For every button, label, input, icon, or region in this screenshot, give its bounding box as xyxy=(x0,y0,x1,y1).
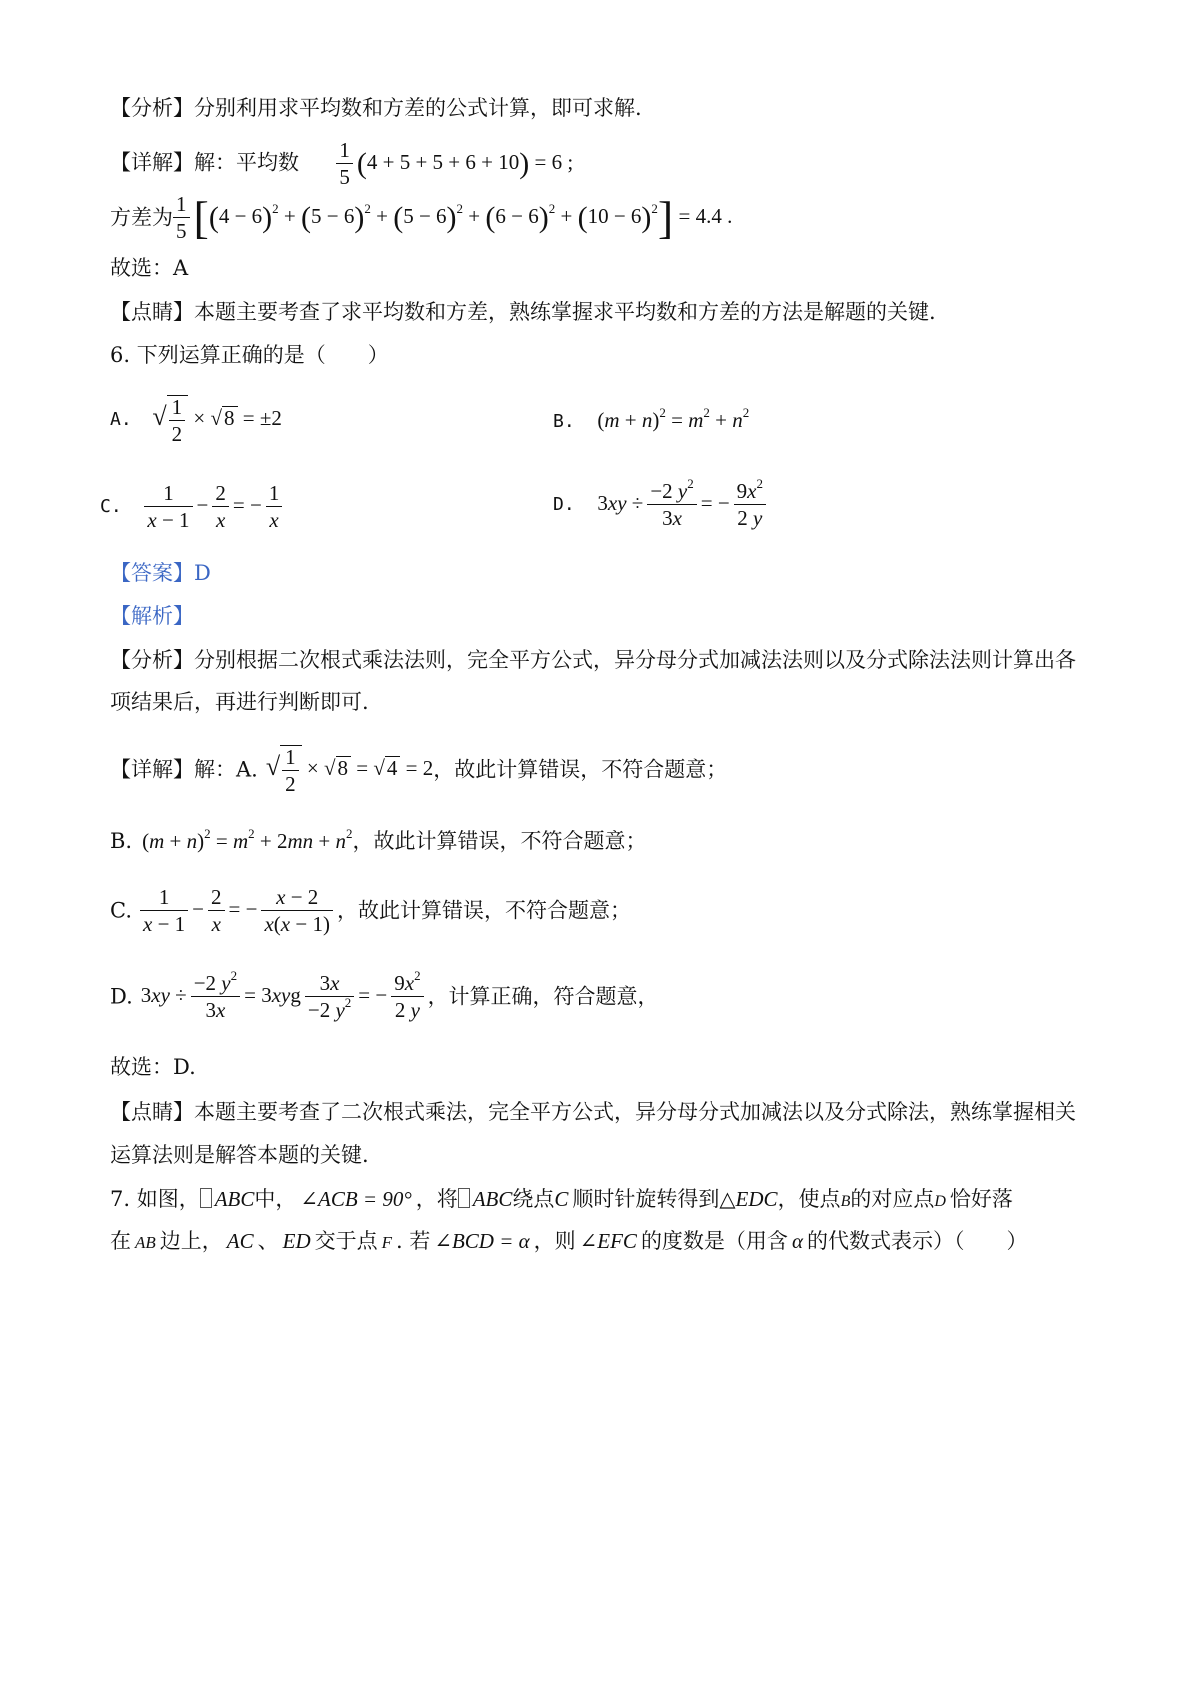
q7-text: 的代数式表示）（ ） xyxy=(806,1229,1028,1253)
question-6: 6. 下列运算正确的是（ ） xyxy=(110,343,389,367)
detail-6-a-prefix: 【详解】解：A. xyxy=(110,757,258,782)
detail-6-d-prefix: D. xyxy=(110,984,133,1009)
q7-angle-acb: ∠ACB = 90° xyxy=(300,1187,412,1211)
detail-6-c-prefix: C. xyxy=(110,898,132,923)
q7-segment-ab: AB xyxy=(135,1233,156,1252)
q7-abc: ABC xyxy=(472,1187,513,1211)
q7-text: 边上， xyxy=(159,1229,223,1253)
missing-triangle-glyph xyxy=(200,1188,212,1208)
key-point-6-line1: 【点睛】本题主要考查了二次根式乘法，完全平方公式，异分母分式加减法以及分式除法，熟练掌握相关 xyxy=(110,1100,1076,1124)
q7-alpha: α xyxy=(791,1229,803,1253)
detail-6-d-suffix: ，计算正确，符合题意， xyxy=(427,984,659,1009)
q7-point-f: F xyxy=(381,1233,393,1252)
option-c xyxy=(100,483,286,531)
missing-triangle-glyph xyxy=(458,1188,470,1208)
q7-text: 7. 如图， xyxy=(110,1187,200,1211)
select-answer-5: 故选：A xyxy=(110,256,189,280)
detail-6-b-prefix: B. xyxy=(110,829,133,853)
detail-6-d-formula: 3xy ÷ $\frac{-2 y^2}{3x}$ = 3xyg $\frac{3x}{-2 y^2}$ = − $\frac{9x^2}{2 y}$ xyxy=(141,983,428,1007)
analysis-6-line1: 【分析】分别根据二次根式乘法法则，完全平方公式，异分母分式加减法法则以及分式除法法则计算出各 xyxy=(110,648,1076,672)
key-point-5: 【点睛】本题主要考查了求平均数和方差，熟练掌握求平均数和方差的方法是解题的关键. xyxy=(110,300,936,324)
option-c-label: C. xyxy=(100,496,122,517)
q7-text: ，将 xyxy=(415,1187,458,1211)
analysis-6-line2: 项结果后，再进行判断即可. xyxy=(110,690,369,714)
detail-6-c-formula: $\frac{1}{x - 1}$ − $\frac{2}{x}$ = − $\frac{x - 2}{x(x - 1)}$ xyxy=(136,897,337,921)
option-a-formula: √ $\frac{1}{2}$ × √8 = ±2 xyxy=(152,395,282,446)
detail-6-a-formula: √ $\frac{1}{2}$ × √8 = √4 = 2 xyxy=(265,745,434,796)
select-answer-6: 故选：D. xyxy=(110,1055,196,1079)
option-b xyxy=(553,405,750,432)
q7-point-b: B xyxy=(840,1193,851,1210)
detail-6-c-suffix: ，故此计算错误，不符合题意； xyxy=(336,898,631,923)
q7-angle-bcd: ∠BCD = α xyxy=(434,1229,530,1253)
mean-formula: $\frac{1}{5}$ (4 + 5 + 5 + 6 + 10) = 6 ; xyxy=(332,150,573,174)
q7-text: 、 xyxy=(257,1229,279,1253)
option-a-label: A. xyxy=(110,409,132,430)
variance-prefix: 方差为 xyxy=(110,205,173,230)
detail-mean-line xyxy=(110,140,573,188)
q7-text: 交于点 xyxy=(314,1229,378,1253)
option-d xyxy=(553,476,770,530)
q7-text: 顺时针旋转得到 xyxy=(572,1187,720,1211)
q7-text: ，使点 xyxy=(777,1187,841,1211)
q7-triangle-edc: △EDC xyxy=(719,1187,778,1211)
q7-abc: ABC xyxy=(214,1187,255,1211)
q7-text: 的度数是（用含 xyxy=(640,1229,788,1253)
detail-6-a xyxy=(110,745,727,795)
q7-point-d: D xyxy=(934,1193,946,1210)
variance-formula: $\frac{1}{5}$ $[(4 - 6)^2 + (5 - 6)^2 + (5 - 6)^2 + (6 - 6)^2 + (10 - 6)^2] = 4.4$ . xyxy=(173,204,732,228)
detail-6-c xyxy=(110,887,631,935)
q7-text: ，则 xyxy=(533,1229,576,1253)
question-7-line1 xyxy=(110,1188,1013,1210)
q7-text: . 若 xyxy=(396,1229,431,1253)
q7-point-c: C xyxy=(554,1187,569,1211)
detail-variance-line xyxy=(110,194,732,242)
q7-text: 中， xyxy=(254,1187,297,1211)
detail-6-d xyxy=(110,968,659,1022)
answer-label: 【答案】D xyxy=(110,561,211,585)
detail-6-a-suffix: ，故此计算错误，不符合题意； xyxy=(433,757,728,782)
q7-segment-ed: ED xyxy=(282,1229,311,1253)
detail-6-b-suffix: ，故此计算错误，不符合题意； xyxy=(352,829,647,853)
detail-prefix: 【详解】解：平均数 xyxy=(110,150,299,175)
q7-segment-ac: AC xyxy=(226,1229,254,1253)
option-c-formula: $\frac{1}{x - 1}$ − $\frac{2}{x}$ = − $\frac{1}{x}$ xyxy=(140,493,286,517)
q7-angle-efc: ∠EFC xyxy=(579,1229,637,1253)
key-point-6-line2: 运算法则是解答本题的关键. xyxy=(110,1143,369,1167)
q7-text: 绕点 xyxy=(512,1187,555,1211)
q7-text: 在 xyxy=(110,1229,131,1253)
q7-text: 恰好落 xyxy=(949,1187,1013,1211)
option-a xyxy=(110,395,282,445)
solution-label: 【解析】 xyxy=(110,604,194,628)
detail-6-b-formula: $(m + n)^2 = m^2 + 2mn + n^2$ xyxy=(142,826,353,853)
option-b-formula: $(m + n)^2 = m^2 + n^2$ xyxy=(597,405,750,432)
option-d-formula: 3xy ÷ $\frac{-2 y^2}{3x}$ = − $\frac{9x^2}{2 y}$ xyxy=(597,491,770,515)
option-b-label: B. xyxy=(553,411,575,432)
question-7-line2 xyxy=(110,1231,1027,1252)
detail-6-b xyxy=(110,826,647,853)
q7-text: 的对应点 xyxy=(850,1187,935,1211)
analysis-text: 【分析】分别利用求平均数和方差的公式计算，即可求解. xyxy=(110,96,642,120)
option-d-label: D. xyxy=(553,494,575,515)
